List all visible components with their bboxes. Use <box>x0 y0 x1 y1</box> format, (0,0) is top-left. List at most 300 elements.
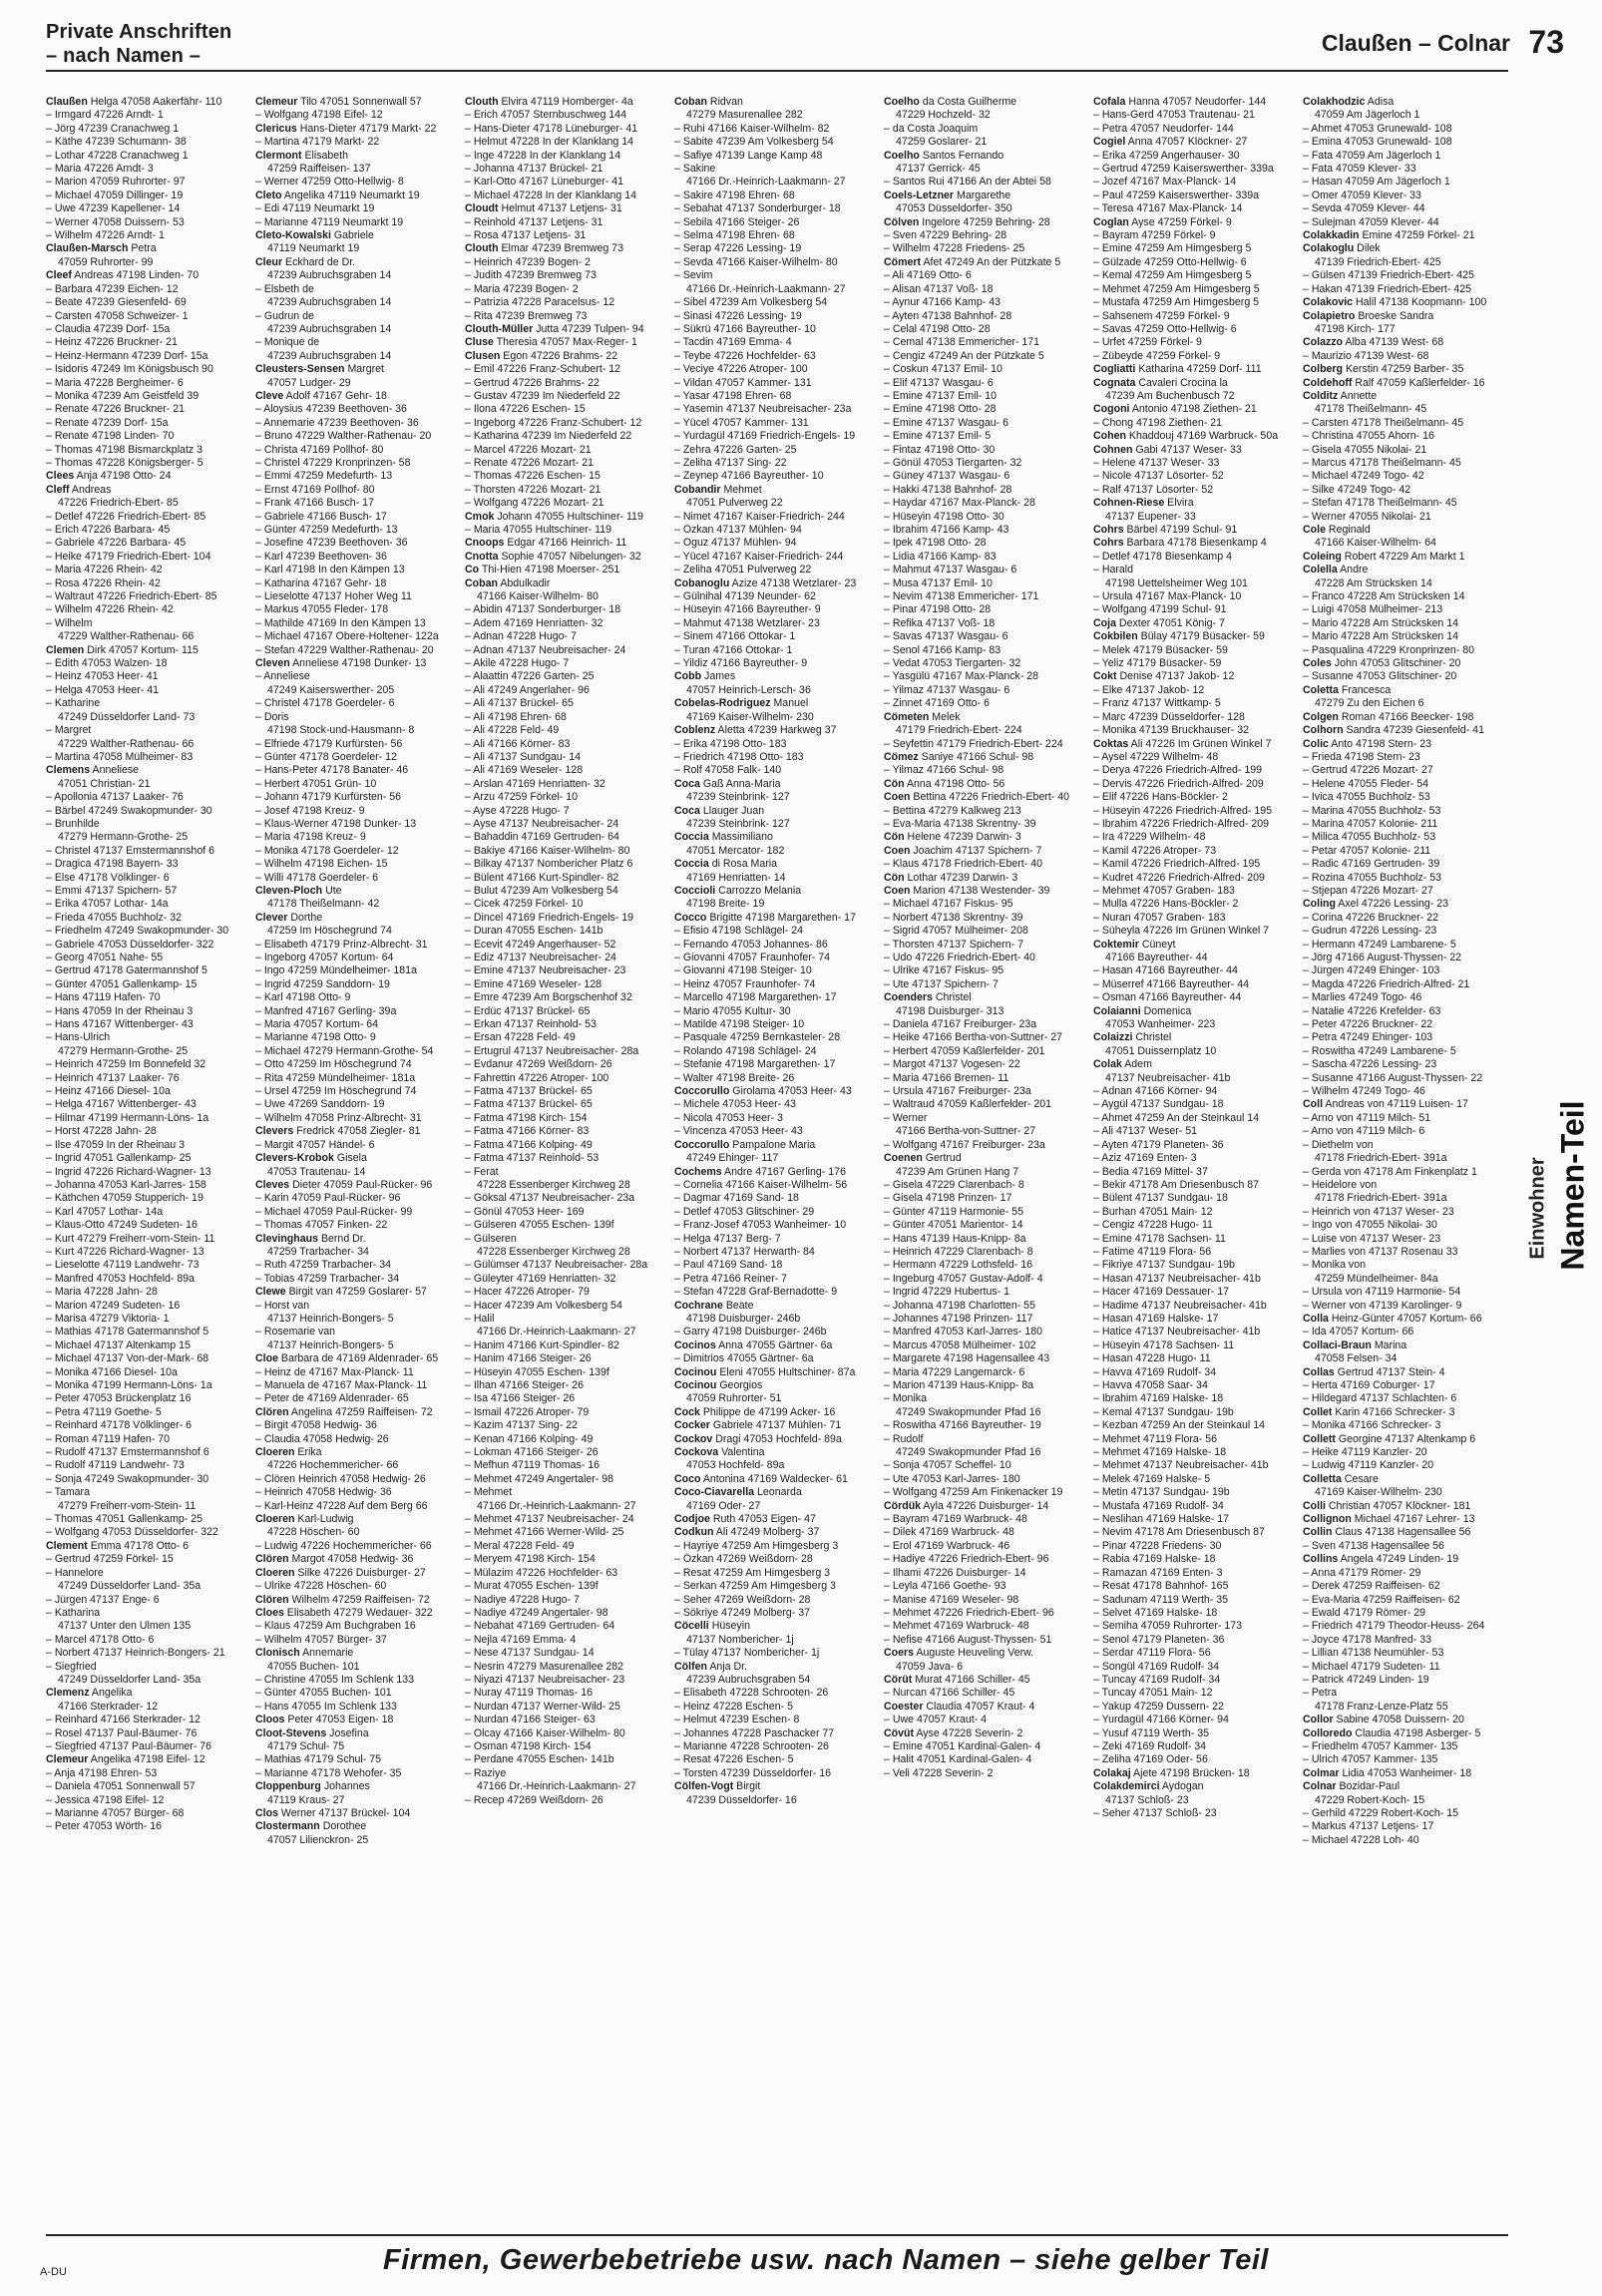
directory-entry: – Turan 47166 Ottokar- 1 <box>674 643 793 656</box>
directory-entry: – Ulrich 47057 Kammer- 135 <box>1303 1753 1438 1766</box>
directory-entry: Coen Marion 47138 Westender- 39 <box>884 884 1050 897</box>
directory-entry: – Franz 47137 Wittkamp- 5 <box>1093 697 1221 710</box>
directory-entry: – Patrizia 47228 Paracelsus- 12 <box>465 296 615 309</box>
directory-entry: Colapietro Broeske Sandra <box>1303 309 1434 322</box>
directory-entry: – Ertugrul 47137 Neubreisacher- 28a <box>465 1044 639 1057</box>
directory-entry: – Sascha 47226 Lessing- 23 <box>1303 1058 1437 1071</box>
directory-entry: – Marisa 47279 Viktoria- 1 <box>46 1312 170 1325</box>
directory-entry: Clermont Elisabeth <box>255 149 349 162</box>
directory-entry: – Emmi 47259 Medefurth- 13 <box>255 470 393 483</box>
directory-entry: – Fatma 47166 Körner- 83 <box>465 1125 590 1138</box>
directory-entry: 47178 Theißelmann- 45 <box>1315 403 1427 416</box>
footer-note: Firmen, Gewerbebetriebe usw. nach Namen – siehe gelber Teil <box>383 2244 1269 2276</box>
directory-entry: Claußen Helga 47058 Aakerfähr- 110 <box>46 96 222 108</box>
directory-entry: – Resat 47178 Bahnhof- 165 <box>1093 1580 1229 1593</box>
directory-entry: – Nicola 47053 Heer- 3 <box>674 1111 783 1124</box>
directory-entry: Clever Dorthe <box>255 911 323 924</box>
directory-entry: 47053 Hochfeld- 89a <box>686 1459 785 1472</box>
directory-entry: – Fatma 47137 Brückel- 65 <box>465 1085 593 1098</box>
directory-entry: – Elif 47137 Wasgau- 6 <box>884 376 994 389</box>
directory-entry: – Norbert 47138 Skrentny- 39 <box>884 911 1023 924</box>
directory-entry: – Johanna 47053 Karl-Jarres- 158 <box>46 1178 206 1191</box>
directory-entry: – Güleyter 47169 Henriatten- 32 <box>465 1272 616 1285</box>
directory-entry: – Coskun 47137 Emil- 10 <box>884 363 1002 376</box>
directory-entry: – Maria 47055 Hultschiner- 119 <box>465 524 612 536</box>
directory-entry: Cloeren Karl-Ludwig <box>255 1513 354 1526</box>
directory-entry: – Chong 47198 Ziethen- 21 <box>1093 416 1222 429</box>
directory-entry: – Renate 47226 Bruckner- 21 <box>46 403 185 416</box>
directory-entry: 47279 Zu den Eichen 6 <box>1315 697 1424 710</box>
directory-entry: Clees Anja 47198 Otto- 24 <box>46 470 172 483</box>
directory-entry: – Jürgen 47249 Ehinger- 103 <box>1303 964 1440 977</box>
directory-entry: – Havva 47169 Rudolf- 34 <box>1093 1365 1217 1378</box>
directory-entry: – Lidia 47166 Kamp- 83 <box>884 550 997 563</box>
directory-entry: – Hüseyin 47178 Sachsen- 11 <box>1093 1339 1235 1351</box>
directory-entry: – Ali 47169 Otto- 6 <box>884 269 972 282</box>
directory-entry: – Arno von 47119 Milch- 6 <box>1303 1125 1425 1138</box>
directory-entry: – Elif 47226 Hans-Böckler- 2 <box>1093 791 1228 804</box>
directory-entry: Clemen Dirk 47057 Kortum- 115 <box>46 643 199 656</box>
directory-entry: – Ewald 47179 Römer- 29 <box>1303 1606 1426 1619</box>
directory-entry: Coles John 47053 Glitschiner- 20 <box>1303 657 1461 670</box>
directory-entry: 47229 Walther-Rathenau- 66 <box>58 630 195 643</box>
directory-entry: – Sven 47229 Behring- 28 <box>884 229 1007 242</box>
directory-entry: – Gertrud 47226 Brahms- 22 <box>465 376 600 389</box>
directory-entry: Coldehoff Ralf 47059 Kaßlerfelder- 16 <box>1303 376 1485 389</box>
directory-entry: – Rita 47259 Mündelheimer- 181a <box>255 1071 416 1084</box>
directory-entry: Clevers Fredrick 47058 Ziegler- 81 <box>255 1125 421 1138</box>
directory-entry: – Udo 47226 Friedrich-Ebert- 40 <box>884 952 1035 963</box>
directory-entry: 47166 Kaiser-Wilhelm- 80 <box>477 590 599 603</box>
directory-entry: – Zeliha 47137 Sing- 22 <box>674 456 787 469</box>
directory-entry: Cloudt Helmut 47137 Letjens- 31 <box>465 202 622 215</box>
directory-entry: – Magda 47226 Friedrich-Alfred- 21 <box>1303 977 1470 990</box>
directory-entry: – Werner von 47139 Karolinger- 9 <box>1303 1299 1462 1312</box>
directory-entry: Coenders Christel <box>884 991 972 1004</box>
directory-entry: – Peter de 47169 Aldenrader- 65 <box>255 1392 409 1405</box>
directory-entry: – Emine 47198 Otto- 28 <box>884 403 997 416</box>
directory-entry: – Marcel 47226 Mozart- 21 <box>465 443 592 456</box>
directory-entry: Colakkadin Emine 47259 Förkel- 21 <box>1303 229 1475 242</box>
directory-entry: 47137 Heinrich-Bongers- 5 <box>267 1312 394 1325</box>
directory-entry: – Osman 47198 Kirch- 154 <box>465 1739 592 1752</box>
directory-entry: Cleto-Kowalski Gabriele <box>255 229 374 242</box>
directory-entry: – Kudret 47226 Friedrich-Alfred- 209 <box>1093 871 1265 884</box>
directory-entry: Cövüt Ayse 47228 Severin- 2 <box>884 1726 1023 1739</box>
directory-entry: – Gustav 47239 Im Niederfeld 22 <box>465 389 620 402</box>
directory-entry: – Roswitha 47166 Bayreuther- 19 <box>884 1419 1041 1432</box>
directory-entry: – Claudia 47239 Dorf- 15a <box>46 322 171 335</box>
directory-entry: – Hanim 47166 Kurt-Spindler- 82 <box>465 1339 619 1351</box>
directory-entry: Clewe Birgit van 47259 Goslarer- 57 <box>255 1286 427 1299</box>
directory-entry: – Ibrahim 47226 Friedrich-Alfred- 209 <box>1093 817 1270 830</box>
directory-entry: – Marcello 47198 Margarethen- 17 <box>674 991 837 1004</box>
directory-entry: – Corina 47226 Bruckner- 22 <box>1303 911 1439 924</box>
directory-entry: 47119 Neumarkt 19 <box>267 242 360 255</box>
directory-entry: – Detlef 47178 Biesenkamp 4 <box>1093 550 1232 563</box>
directory-entry: Colaizzi Christel <box>1093 1031 1172 1044</box>
directory-entry: – Bahaddin 47169 Gertruden- 64 <box>465 831 619 844</box>
directory-entry: – Michael 47249 Togo- 42 <box>1303 470 1424 483</box>
directory-entry: Clericus Hans-Dieter 47179 Markt- 22 <box>255 122 437 135</box>
directory-entry: – Hans 47059 In der Rheinau 3 <box>46 1004 194 1017</box>
directory-entry: – Rosa 47226 Rhein- 42 <box>46 576 161 589</box>
directory-entry: – Thomas 47226 Eschen- 15 <box>465 470 601 483</box>
directory-entry: 47137 Eupener- 33 <box>1105 510 1196 523</box>
directory-entry: – Wilhelm 47198 Eichen- 15 <box>255 858 388 871</box>
directory-entry: – Michele 47053 Heer- 43 <box>674 1098 796 1111</box>
directory-column-3 <box>465 96 664 2228</box>
directory-entry: – Fahrettin 47226 Atroper- 100 <box>465 1071 609 1084</box>
directory-entry: – Petra 47166 Reiner- 7 <box>674 1272 788 1285</box>
directory-entry: 47139 Friedrich-Ebert- 425 <box>1315 255 1441 268</box>
directory-entry: – Hayriye 47259 Am Himgesberg 3 <box>674 1539 839 1552</box>
directory-entry: 47259 Goslarer- 21 <box>896 136 988 149</box>
directory-entry: – Katharina <box>46 1606 101 1619</box>
directory-entry: – Ali 47137 Weser- 51 <box>1093 1125 1198 1138</box>
directory-entry: Coco Antonina 47169 Waldecker- 61 <box>674 1472 848 1485</box>
directory-entry: Colic Anto 47198 Stern- 23 <box>1303 737 1431 750</box>
directory-entry: – Bettina 47279 Kalkweg 213 <box>884 804 1021 817</box>
directory-entry: – Patrick 47249 Linden- 19 <box>1303 1673 1429 1686</box>
directory-entry: – Johannes 47228 Paschacker 77 <box>674 1726 835 1739</box>
directory-entry: Colgen Roman 47166 Beecker- 198 <box>1303 710 1474 723</box>
directory-entry: – Gülümser 47137 Neubreisacher- 28a <box>465 1259 648 1272</box>
directory-entry: – Bekir 47178 Am Driesenbusch 87 <box>1093 1178 1260 1191</box>
directory-entry: – Wolfgang 47198 Eifel- 12 <box>255 109 383 122</box>
directory-entry: – Nadiye 47249 Angertaler- 98 <box>465 1606 608 1619</box>
directory-entry: – Werner 47259 Otto-Hellwig- 8 <box>255 176 404 189</box>
directory-entry: – Karin 47059 Paul-Rücker- 96 <box>255 1192 401 1205</box>
directory-entry: – Jörg 47166 August-Thyssen- 22 <box>1303 952 1462 963</box>
directory-entry: – Maria 47239 Bogen- 2 <box>465 282 579 295</box>
directory-entry: 47166 Kaiser-Wilhelm- 64 <box>1315 537 1436 550</box>
directory-entry: – Zeliha 47051 Pulverweg 22 <box>674 564 812 576</box>
directory-entry: – Helene 47055 Fleder- 54 <box>1303 777 1429 790</box>
directory-entry: 47169 Kaiser-Wilhelm- 230 <box>1315 1486 1442 1499</box>
directory-entry: – Thomas 47228 Königsberger- 5 <box>46 456 203 469</box>
directory-entry: 47137 Gerrick- 45 <box>896 163 981 176</box>
directory-entry: – Mehmet 47166 Werner-Wild- 25 <box>465 1526 624 1539</box>
directory-entry: – Hans 47139 Haus-Knipp- 8a <box>884 1232 1026 1245</box>
directory-entry: – Frieda 47055 Buchholz- 32 <box>46 911 183 924</box>
directory-entry: Cogliatti Katharina 47259 Dorf- 111 <box>1093 363 1262 376</box>
directory-entry: 47137 Schloß- 23 <box>1105 1793 1189 1806</box>
directory-column-5 <box>884 96 1083 2228</box>
directory-entry: – Margit 47057 Händel- 6 <box>255 1138 375 1151</box>
directory-entry: – Bayram 47259 Förkel- 9 <box>1093 229 1216 242</box>
directory-entry: Colak Adem <box>1093 1058 1152 1071</box>
directory-entry: – Hasan 47169 Halske- 17 <box>1093 1312 1219 1325</box>
directory-entry: Cokt Denise 47137 Jakob- 12 <box>1093 670 1235 683</box>
directory-entry: – Yusuf 47119 Werth- 35 <box>1093 1726 1210 1739</box>
directory-entry: – Michael 47167 Obere-Holtener- 122a <box>255 630 439 643</box>
directory-entry: – Arslan 47169 Henriatten- 32 <box>465 777 605 790</box>
directory-entry: Cördük Ayla 47226 Duisburger- 14 <box>884 1499 1049 1512</box>
directory-entry: Cloe Barbara de 47169 Aldenrader- 65 <box>255 1352 439 1365</box>
directory-entry: Collor Sabine 47058 Duissern- 20 <box>1303 1714 1464 1726</box>
directory-entry: 47169 Henriatten- 14 <box>686 871 786 884</box>
directory-entry: – Sevda 47166 Kaiser-Wilhelm- 80 <box>674 255 838 268</box>
directory-entry: – Safiye 47139 Lange Kamp 48 <box>674 149 823 162</box>
directory-entry: – Thomas 47198 Bismarckplatz 3 <box>46 443 203 456</box>
directory-entry: – Heike 47166 Bertha-von-Suttner- 27 <box>884 1031 1063 1044</box>
directory-entry: – Omer 47059 Klever- 33 <box>1303 189 1421 201</box>
directory-entry: 47198 Stock-und-Hausmann- 8 <box>267 724 415 737</box>
directory-entry: – Jessica 47198 Eifel- 12 <box>46 1793 165 1806</box>
directory-entry: – Ayten 47138 Bahnhof- 28 <box>884 309 1012 322</box>
directory-entry: – Christina 47055 Ahorn- 16 <box>1303 430 1434 443</box>
directory-entry: – Manise 47169 Weseler- 98 <box>884 1593 1019 1606</box>
directory-entry: – Friedhelm 47249 Swakopmunder- 30 <box>46 925 229 938</box>
directory-entry: – Fata 47059 Klever- 33 <box>1303 163 1416 176</box>
directory-entry: – Adem 47169 Henriatten- 32 <box>465 616 603 629</box>
directory-entry: – Pinar 47198 Otto- 28 <box>884 603 992 616</box>
directory-entry: – Kurt 47226 Richard-Wagner- 13 <box>46 1245 204 1258</box>
directory-entry: – Ali 47228 Feld- 49 <box>465 724 560 737</box>
directory-entry: – Hakki 47138 Bahnhof- 28 <box>884 483 1012 496</box>
directory-entry: – Yurdagül 47169 Friedrich-Engels- 19 <box>674 430 856 443</box>
directory-entry: – Peter 47053 Wörth- 16 <box>46 1820 163 1833</box>
directory-entry: – Ursula 47167 Freiburger- 23a <box>884 1085 1031 1098</box>
directory-entry: 47198 Uettelsheimer Weg 101 <box>1105 576 1248 589</box>
directory-entry: – Sinasi 47226 Lessing- 19 <box>674 309 802 322</box>
directory-entry: 47119 Kraus- 27 <box>267 1793 345 1806</box>
directory-entry: – Michael 47059 Paul-Rücker- 99 <box>255 1205 413 1218</box>
directory-entry: – Heinz 47166 Diesel- 10a <box>46 1085 171 1098</box>
directory-entry: – Yurdagül 47166 Körner- 94 <box>1093 1714 1229 1726</box>
directory-entry: – Lokman 47166 Steiger- 26 <box>465 1446 599 1459</box>
directory-entry: – Jörg 47239 Cranachweg 1 <box>46 122 180 135</box>
directory-entry: – Hatice 47137 Neubreisacher- 41b <box>1093 1326 1261 1339</box>
directory-entry: – Serdar 47119 Flora- 56 <box>1093 1647 1211 1660</box>
directory-entry: – Fatime 47119 Flora- 56 <box>1093 1245 1212 1258</box>
directory-entry: – Olcay 47166 Kaiser-Wilhelm- 80 <box>465 1726 625 1739</box>
directory-entry: – Ibrahim 47169 Halske- 18 <box>1093 1392 1224 1405</box>
directory-entry: Coccia di Rosa Maria <box>674 858 778 871</box>
directory-entry: – Nevim 47138 Emmericher- 171 <box>884 590 1039 603</box>
directory-entry: – Manfred 47167 Gerling- 39a <box>255 1004 397 1017</box>
directory-entry: – Elke 47137 Jakob- 12 <box>1093 683 1205 696</box>
directory-entry: Coen Joachim 47137 Spichern- 7 <box>884 844 1042 857</box>
directory-entry: 47137 Nombericher- 1j <box>686 1633 794 1646</box>
directory-entry: – Metin 47137 Sundgau- 19b <box>1093 1486 1230 1499</box>
directory-entry: Cömeten Melek <box>884 710 961 723</box>
directory-entry: – Wolfgang 47053 Düsseldorfer- 322 <box>46 1526 218 1539</box>
directory-entry: – Mahmut 47137 Wasgau- 6 <box>884 564 1017 576</box>
directory-entry: – Birgit 47058 Hedwig- 36 <box>255 1419 377 1432</box>
directory-entry: – Senol 47166 Kamp- 83 <box>884 643 1001 656</box>
directory-entry: – Bülent 47137 Sundgau- 18 <box>1093 1192 1228 1205</box>
region-code: A-DU <box>40 2266 67 2278</box>
directory-entry: – Ingo von 47055 Nikolai- 30 <box>1303 1219 1437 1232</box>
directory-entry: – Müserref 47166 Bayreuther- 44 <box>1093 977 1250 990</box>
directory-entry: – Heike 47119 Kanzler- 20 <box>1303 1446 1427 1459</box>
directory-entry: – Hermann 47249 Lambarene- 5 <box>1303 938 1456 951</box>
directory-entry: – Nurdan 47137 Werner-Wild- 25 <box>465 1700 620 1713</box>
directory-entry: – Petra 47057 Neudorfer- 144 <box>1093 122 1234 135</box>
directory-entry: – Bruno 47229 Walther-Rathenau- 20 <box>255 430 432 443</box>
directory-entry: Cloes Elisabeth 47279 Wedauer- 322 <box>255 1606 433 1619</box>
directory-entry: Coels-Letzner Margarethe <box>884 189 1011 201</box>
directory-entry: 47239 Düsseldorfer- 16 <box>686 1793 797 1806</box>
directory-entry: – Helga 47167 Wittenberger- 43 <box>46 1098 197 1111</box>
directory-entry: – Mehmet 47169 Halske- 18 <box>1093 1446 1227 1459</box>
directory-entry: 47226 Friedrich-Ebert- 85 <box>58 497 179 510</box>
directory-entry: Cölfen-Vogt Birgit <box>674 1780 761 1793</box>
directory-entry: – Tobias 47259 Trarbacher- 34 <box>255 1272 400 1285</box>
directory-entry: – Monika 47239 Am Geistfeld 39 <box>46 389 200 402</box>
directory-entry: – Günter 47119 Harmonie- 55 <box>884 1205 1023 1218</box>
directory-entry: – Oguz 47137 Mühlen- 94 <box>674 537 797 550</box>
directory-entry: – Renate 47226 Mozart- 21 <box>465 456 594 469</box>
directory-entry: Coleing Robert 47229 Am Markt 1 <box>1303 550 1465 563</box>
directory-entry: – Gisela 47229 Clarenbach- 8 <box>884 1178 1024 1191</box>
directory-entry: – Hannelore <box>46 1566 104 1579</box>
directory-entry: 47053 Trautenau- 14 <box>267 1165 366 1178</box>
directory-entry: – Sonja 47249 Swakopmunder- 30 <box>46 1472 209 1485</box>
directory-entry: – Else 47178 Völklinger- 6 <box>46 871 170 884</box>
directory-entry: Collas Gertrud 47137 Stein- 4 <box>1303 1365 1445 1378</box>
directory-entry: – Roswitha 47249 Lambarene- 5 <box>1303 1044 1456 1057</box>
directory-entry: – Joyce 47178 Manfred- 33 <box>1303 1633 1431 1646</box>
directory-entry: – Raziye <box>465 1766 507 1779</box>
directory-entry: – Uwe 47239 Kapellener- 14 <box>46 202 181 215</box>
directory-entry: – Günter 47055 Buchen- 101 <box>255 1687 392 1700</box>
directory-entry: – Gertrud 47178 Gatermannshof 5 <box>46 964 207 977</box>
directory-entry: 47166 Dr.-Heinrich-Laakmann- 27 <box>686 176 846 189</box>
directory-entry: – Rudolf 47137 Emstermannshof 6 <box>46 1446 209 1459</box>
directory-column-2 <box>255 96 455 2228</box>
directory-entry: – Nurdan 47166 Steiger- 63 <box>465 1714 596 1726</box>
directory-entry: Cleef Andreas 47198 Linden- 70 <box>46 269 200 282</box>
directory-entry: 47137 Neubreisacher- 41b <box>1105 1071 1231 1084</box>
directory-entry: – Heinrich 47239 Bogen- 2 <box>465 255 592 268</box>
directory-entry: – Maria 47057 Kortum- 64 <box>255 1018 379 1031</box>
directory-entry: – Ruhi 47166 Kaiser-Wilhelm- 82 <box>674 122 830 135</box>
directory-entry: 47166 Bertha-von-Suttner- 27 <box>896 1125 1036 1138</box>
directory-entry: – Ayten 47179 Planeten- 36 <box>1093 1138 1224 1151</box>
directory-entry: – Marina 47057 Kolonie- 211 <box>1303 817 1438 830</box>
directory-entry: – Helmut 47228 In der Klanklang 14 <box>465 136 634 149</box>
directory-entry: – Erol 47169 Warbruck- 46 <box>884 1539 1010 1552</box>
directory-entry: Clusen Egon 47226 Brahms- 22 <box>465 349 618 362</box>
directory-entry: 47259 Trarbacher- 34 <box>267 1245 369 1258</box>
directory-entry: Clostermann Dorothee <box>255 1820 367 1833</box>
directory-entry: Clemeur Tilo 47051 Sonnenwall 57 <box>255 96 422 108</box>
directory-entry: Cochems Andre 47167 Gerling- 176 <box>674 1165 846 1178</box>
directory-entry: – Murat 47055 Eschen- 139f <box>465 1580 599 1593</box>
directory-entry: – Perdane 47055 Eschen- 141b <box>465 1753 614 1766</box>
directory-entry: Cofala Hanna 47057 Neudorfer- 144 <box>1093 96 1267 108</box>
directory-entry: – Savas 47259 Otto-Hellwig- 6 <box>1093 322 1237 335</box>
directory-entry: – Harald <box>1093 564 1134 576</box>
directory-entry: – Cornelia 47166 Kaiser-Wilhelm- 56 <box>674 1178 848 1191</box>
directory-entry: – Herbert 47051 Grün- 10 <box>255 777 377 790</box>
directory-entry: – Thorsten 47137 Spichern- 7 <box>884 938 1023 951</box>
directory-entry: – Dagmar 47169 Sand- 18 <box>674 1192 799 1205</box>
directory-entry: Cobb James <box>674 670 736 683</box>
directory-column-6 <box>1093 96 1293 2228</box>
directory-entry: – Sükrü 47166 Bayreuther- 10 <box>674 322 816 335</box>
directory-entry: – Willi 47178 Goerdeler- 6 <box>255 871 379 884</box>
directory-entry: 47249 Düsseldorfer Land- 35a <box>58 1673 201 1686</box>
directory-entry: – Hüseyin 47226 Friedrich-Alfred- 195 <box>1093 804 1273 817</box>
directory-entry: – Alisan 47137 Voß- 18 <box>884 282 994 295</box>
directory-entry: – Seyfettin 47179 Friedrich-Ebert- 224 <box>884 737 1063 750</box>
directory-entry: – Vildan 47057 Kammer- 131 <box>674 376 812 389</box>
directory-entry: – Friedrich 47198 Otto- 183 <box>674 750 804 763</box>
directory-entry: – Isa 47166 Steiger- 26 <box>465 1392 576 1405</box>
directory-entry: – Sebila 47166 Steiger- 26 <box>674 215 800 228</box>
directory-entry: Coco-Ciavarella Leonarda <box>674 1486 802 1499</box>
directory-entry: Colli Christian 47057 Klöckner- 181 <box>1303 1499 1471 1512</box>
directory-entry: – Franco 47228 Am Strücksken 14 <box>1303 590 1465 603</box>
directory-entry: – Hildegard 47137 Schlachten- 6 <box>1303 1392 1457 1405</box>
directory-entry: – Heinrich 47229 Clarenbach- 8 <box>884 1245 1033 1258</box>
directory-entry: – Bärbel 47249 Swakopmunder- 30 <box>46 804 212 817</box>
directory-entry: – Monika 47139 Bruckhauser- 32 <box>1093 724 1250 737</box>
directory-entry: – Johann 47179 Kurfürsten- 56 <box>255 791 402 804</box>
directory-entry: – Ira 47229 Wilhelm- 48 <box>1093 831 1206 844</box>
directory-entry: – Wilhelm 47228 Friedens- 25 <box>884 242 1025 255</box>
directory-entry: – Kezban 47259 An der Steinkaul 14 <box>1093 1419 1265 1432</box>
directory-entry: Cön Helene 47239 Darwin- 3 <box>884 831 1021 844</box>
directory-entry: 47259 Mündelheimer- 84a <box>1315 1272 1438 1285</box>
directory-entry: – Kazim 47137 Sing- 22 <box>465 1419 579 1432</box>
directory-entry: – Evdanur 47269 Weißdorn- 26 <box>465 1058 612 1071</box>
directory-entry: – Carsten 47178 Theißelmann- 45 <box>1303 416 1464 429</box>
side-tab-label-small: Einwohner <box>1526 1157 1549 1260</box>
directory-entry: – Marianne 47198 Otto- 9 <box>255 1031 376 1044</box>
directory-entry: Cloeren Erika <box>255 1446 322 1459</box>
directory-entry: – Ingeborg 47226 Franz-Schubert- 12 <box>465 416 642 429</box>
directory-entry: – Gülsen 47139 Friedrich-Ebert- 425 <box>1303 269 1474 282</box>
directory-entry: – Yilmaz 47166 Schul- 98 <box>884 764 1004 777</box>
directory-entry: 47249 Ehinger- 117 <box>686 1152 779 1165</box>
directory-entry: Coblenz Aletta 47239 Harkweg 37 <box>674 724 837 737</box>
directory-entry: Coglan Ayse 47259 Förkel- 9 <box>1093 215 1232 228</box>
directory-entry: – Hacer 47239 Am Volkesberg 54 <box>465 1299 622 1312</box>
directory-entry: Cleven-Ploch Ute <box>255 884 342 897</box>
directory-entry: – Thorsten 47226 Mozart- 21 <box>465 483 601 496</box>
directory-entry: – Ludwig 47119 Kanzler- 20 <box>1303 1459 1434 1472</box>
directory-entry: – Kurt 47279 Freiherr-vom-Stein- 11 <box>46 1232 215 1245</box>
directory-entry: – Heinz 47228 Eschen- 5 <box>674 1700 793 1713</box>
side-tab <box>1528 1037 1598 1556</box>
directory-entry: – Sakine <box>674 163 716 176</box>
directory-entry: – Isidoris 47249 Im Königsbusch 90 <box>46 363 213 376</box>
directory-entry: – Wolfgang 47259 Am Finkenacker 19 <box>884 1486 1063 1499</box>
directory-entry: – Werner 47058 Duissern- 53 <box>46 215 185 228</box>
directory-entry: – Torsten 47239 Düsseldorfer- 16 <box>674 1766 832 1779</box>
directory-entry: – Refika 47137 Voß- 18 <box>884 616 996 629</box>
directory-entry: – Tuncay 47169 Rudolf- 34 <box>1093 1673 1221 1686</box>
directory-entry: – Ulrike 47228 Höschen- 60 <box>255 1580 387 1593</box>
directory-entry: – Karl 47057 Lothar- 14a <box>46 1205 164 1218</box>
directory-entry: – Martina 47058 Mülheimer- 83 <box>46 750 194 763</box>
directory-entry: – Adnan 47137 Neubreisacher- 24 <box>465 643 626 656</box>
directory-entry: – Marion 47249 Sudeten- 16 <box>46 1299 181 1312</box>
directory-entry: – Hans 47119 Hafen- 70 <box>46 991 161 1004</box>
directory-entry: – Mathias 47178 Gatermannshof 5 <box>46 1326 209 1339</box>
directory-entry: – Ediz 47137 Neubreisacher- 24 <box>465 952 616 963</box>
directory-entry: – Ibrahim 47166 Kamp- 43 <box>884 524 1009 536</box>
directory-entry: – Manfred 47053 Karl-Jarres- 180 <box>884 1326 1042 1339</box>
directory-entry: – Pinar 47228 Friedens- 30 <box>1093 1539 1222 1552</box>
directory-entry: – Mehmet 47249 Angertaler- 98 <box>465 1472 613 1485</box>
directory-entry: – Fata 47059 Am Jägerloch 1 <box>1303 149 1441 162</box>
